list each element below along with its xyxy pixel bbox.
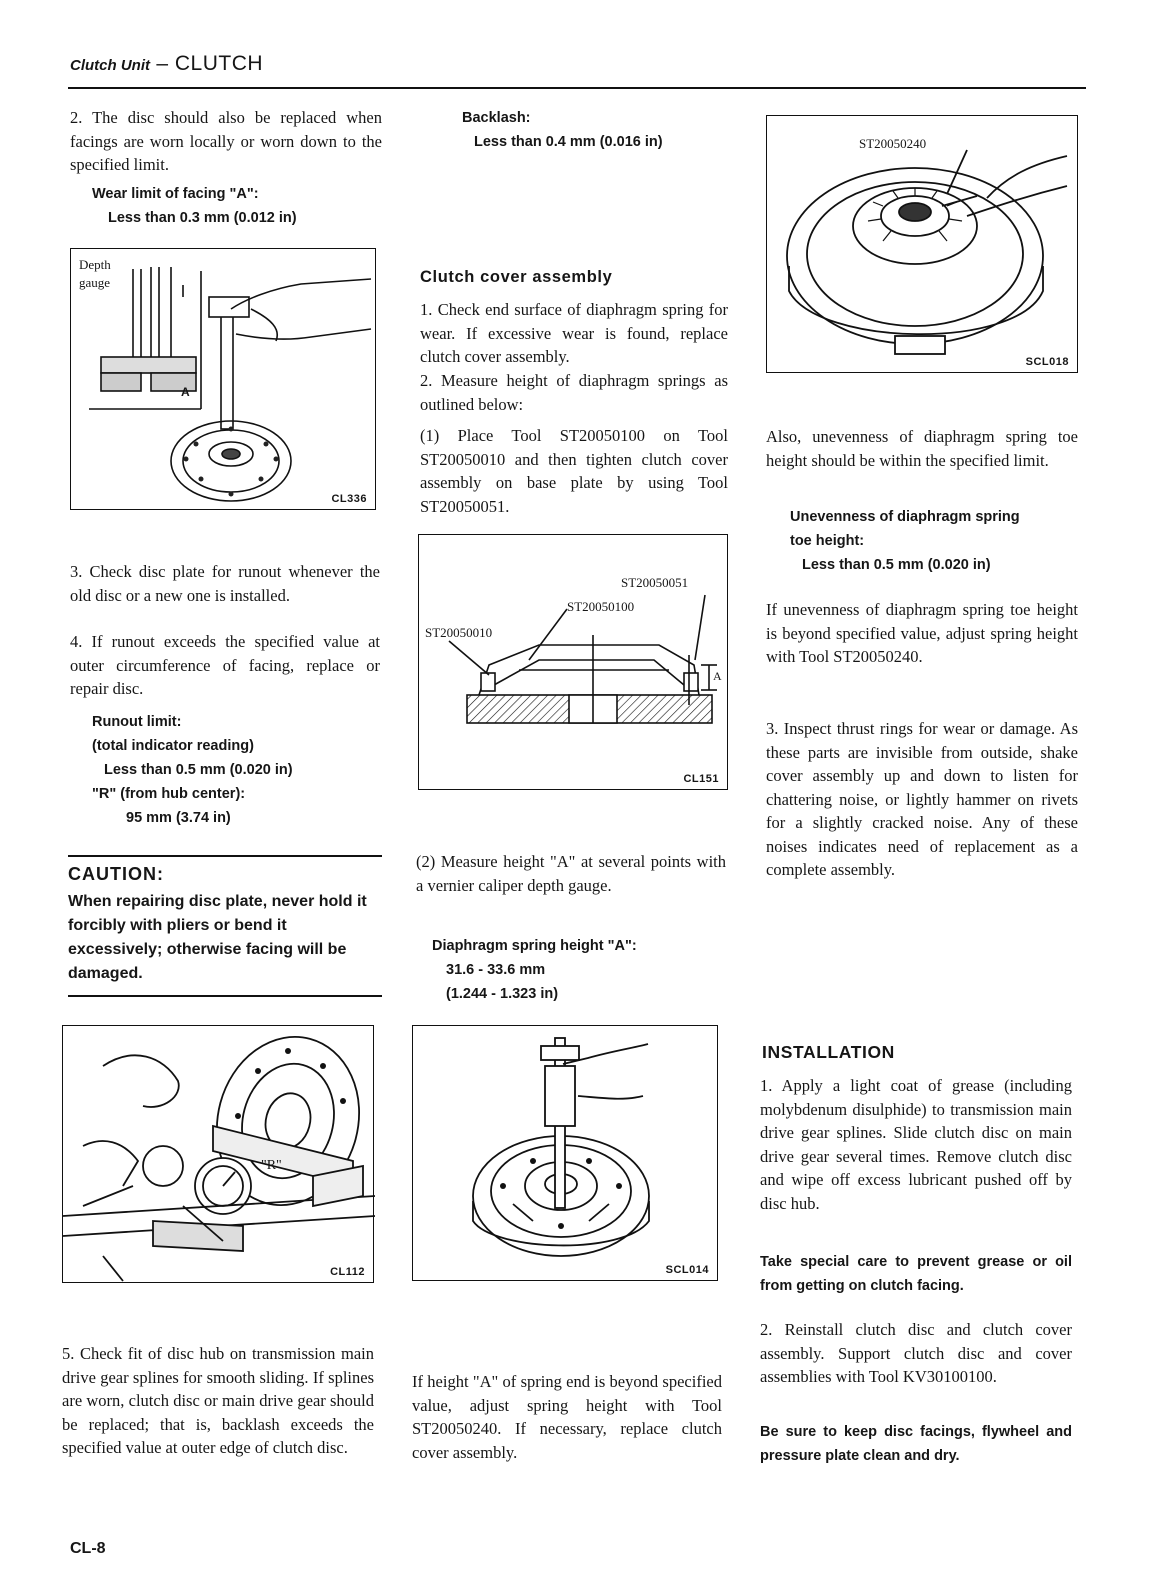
r-title: "R" (from hub center): — [92, 786, 246, 802]
installation-step-1: 1. Apply a light coat of grease (including molybdenum disulphide) to transmission main drive gear splines. Slide clutch disc on main drive gear several times. Remove clutch disc and wipe off excess lubricant pushed off by disc hub. — [760, 1076, 1072, 1213]
spring-height-value-in: (1.244 - 1.323 in) — [446, 986, 559, 1002]
figure-scl014 — [412, 1025, 718, 1281]
runout-measurement-illustration — [63, 1026, 375, 1284]
fig3-tool-st20050100: ST20050100 — [567, 599, 635, 614]
installation-heading: INSTALLATION — [762, 1042, 895, 1062]
fig1-label-depth: Depth — [79, 257, 111, 272]
col2-para-5: If height "A" of spring end is beyond specified value, adjust spring height with Tool ST20050240. If necessary, replace clutch cover assembly. — [412, 1372, 722, 1462]
installation-step-2: 2. Reinstall clutch disc and clutch cover assembly. Support clutch disc and cover assemblies with Tool KV30100100. — [760, 1320, 1072, 1386]
wear-limit-title: Wear limit of facing "A": — [92, 186, 259, 202]
installation-note-2: Be sure to keep disc facings, flywheel and pressure plate clean and dry. — [760, 1424, 1072, 1464]
runout-value: Less than 0.5 mm (0.020 in) — [104, 762, 293, 778]
spring-height-title: Diaphragm spring height "A": — [432, 938, 637, 954]
spring-adjustment-illustration — [767, 116, 1079, 374]
r-value: 95 mm (3.74 in) — [126, 810, 231, 826]
fig3-tool-st20050051: ST20050051 — [621, 575, 689, 590]
col1-para-4: 4. If runout exceeds the specified value at outer circumference of facing, replace or repair disc. — [70, 632, 380, 698]
figure-cl112 — [62, 1025, 374, 1283]
fig3-label-a: A — [713, 669, 722, 683]
col1-para-5: 5. Check fit of disc hub on transmission main drive gear splines for smooth sliding. If splines are worn, clutch disc or main drive gear should be replaced; that is, backlash exceeds the specified value at outer edge of clutch disc. — [62, 1344, 374, 1457]
col1-para-3: 3. Check disc plate for runout whenever the old disc or a new one is installed. — [70, 562, 380, 605]
fig5-tool-st20050240: ST20050240 — [859, 136, 927, 151]
fig3-code: CL151 — [683, 773, 719, 785]
col2-para-3: (1) Place Tool ST20050100 on Tool ST20050010 and then tighten clutch cover assembly on base plate by using Tool ST20050051. — [420, 426, 728, 516]
col3-para-2: If unevenness of diaphragm spring toe height is beyond specified value, adjust spring height with Tool ST20050240. — [766, 600, 1078, 666]
fig3-tool-st20050010: ST20050010 — [425, 625, 493, 640]
wear-limit-value: Less than 0.3 mm (0.012 in) — [108, 210, 297, 226]
fig1-code: CL336 — [331, 493, 367, 505]
unevenness-value: Less than 0.5 mm (0.020 in) — [802, 557, 991, 573]
backlash-value: Less than 0.4 mm (0.016 in) — [474, 134, 663, 150]
caution-title: CAUTION: — [68, 864, 164, 884]
caution-rule-bottom — [68, 995, 382, 997]
page-header — [70, 52, 263, 76]
runout-subtitle: (total indicator reading) — [92, 738, 254, 754]
figure-cl336 — [70, 248, 376, 510]
col3-para-1: Also, unevenness of diaphragm spring toe height should be within the specified limit. — [766, 427, 1078, 470]
col2-para-1: 1. Check end surface of diaphragm spring for wear. If excessive wear is found, replace clutch cover assembly. — [420, 300, 728, 366]
page-number: CL-8 — [70, 1540, 106, 1557]
fig2-label-r: "R" — [261, 1158, 282, 1173]
fig4-code: SCL014 — [665, 1264, 709, 1276]
col1-para-2: 2. The disc should also be replaced when facings are worn locally or worn down to the specified limit. — [70, 108, 382, 174]
figure-cl151 — [418, 534, 728, 790]
caliper-measurement-illustration — [413, 1026, 719, 1282]
spring-height-setup-illustration — [419, 535, 729, 791]
caution-body: When repairing disc plate, never hold it forcibly with pliers or bend it excessively; otherwise facing will be damaged. — [68, 893, 367, 982]
unevenness-title-1: Unevenness of diaphragm spring — [790, 509, 1020, 525]
fig1-label-gauge: gauge — [79, 275, 111, 290]
section-title: Clutch Unit — [70, 57, 150, 74]
chapter-title: CLUTCH — [174, 52, 264, 75]
header-rule — [68, 87, 1086, 89]
caution-rule-top — [68, 855, 382, 857]
col2-para-2: 2. Measure height of diaphragm springs as outlined below: — [420, 371, 728, 414]
runout-title: Runout limit: — [92, 714, 182, 730]
fig2-code: CL112 — [330, 1266, 365, 1278]
disc-facing-depth-illustration — [71, 249, 377, 511]
fig5-code: SCL018 — [1025, 356, 1069, 368]
backlash-title: Backlash: — [462, 110, 531, 126]
unevenness-title-2: toe height: — [790, 533, 865, 549]
spring-height-value-mm: 31.6 - 33.6 mm — [446, 962, 546, 978]
clutch-cover-heading: Clutch cover assembly — [420, 268, 613, 286]
installation-note-1: Take special care to prevent grease or oil from getting on clutch facing. — [760, 1254, 1072, 1294]
figure-scl018 — [766, 115, 1078, 373]
fig1-label-a: A — [181, 385, 190, 399]
header-separator: – — [150, 52, 175, 75]
col3-para-3: 3. Inspect thrust rings for wear or damage. As these parts are invisible from outside, shake cover assembly up and down to listen for chattering noise, or lightly hammer on rivets for a slightly cracked noise. Any of these noises indicates need of replacement as a complete assembly. — [766, 719, 1078, 879]
col2-para-4: (2) Measure height "A" at several points with a vernier caliper depth gauge. — [416, 852, 726, 895]
